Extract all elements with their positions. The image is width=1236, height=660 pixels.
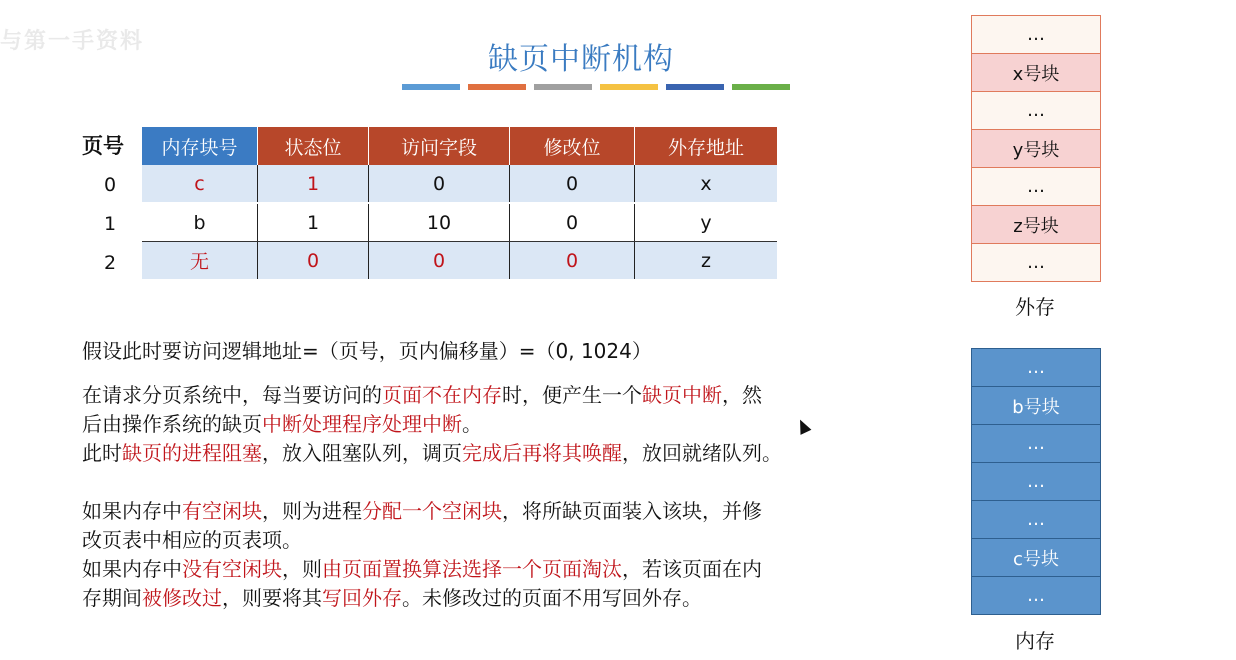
page-number-header: 页号: [82, 134, 124, 158]
header-frame: 内存块号: [142, 127, 258, 165]
ext-cell: …: [972, 16, 1100, 54]
cell-ext: z: [635, 242, 778, 281]
cell-modified: 0: [510, 242, 635, 281]
para1-line1: [82, 381, 782, 410]
cell-modified: 0: [510, 203, 635, 242]
cell-ext: y: [635, 203, 778, 242]
text-span: ，则要将其: [222, 586, 322, 610]
text-span: ，若该页面在内: [622, 557, 762, 581]
table-row: [142, 165, 777, 203]
cell-frame: b: [142, 203, 258, 242]
highlight-span: 中断处理程序处理中断: [262, 412, 462, 436]
text-span: 。未修改过的页面不用写回外存。: [402, 586, 702, 610]
memory-label: 内存: [1015, 629, 1055, 653]
external-storage-label: 外存: [1015, 295, 1055, 319]
highlight-span: 由页面置换算法选择一个页面淘汰: [322, 557, 622, 581]
highlight-span: 分配一个空闲块: [362, 499, 502, 523]
highlight-span: 缺页中断: [642, 383, 722, 407]
header-modified: 修改位: [510, 127, 635, 165]
watermark-text: 与第一手资料: [0, 29, 145, 54]
cell-modified: 0: [510, 165, 635, 203]
highlight-span: 被修改过: [142, 586, 222, 610]
ext-cell-z: z号块: [972, 206, 1100, 244]
para2-line4: [82, 584, 762, 613]
page-number-1: 1: [103, 213, 117, 235]
para2-line3: [82, 555, 762, 584]
header-access: 访问字段: [369, 127, 510, 165]
para2-line1: [82, 497, 762, 526]
header-ext-addr: 外存地址: [635, 127, 778, 165]
para1-line3: [82, 439, 782, 468]
mem-cell: …: [972, 463, 1100, 501]
cell-ext: x: [635, 165, 778, 203]
memory-column: [971, 348, 1101, 615]
ext-cell: …: [972, 92, 1100, 130]
text-span: ，将所缺页面装入该块，并修: [502, 499, 762, 523]
color-bar-yellow: [600, 84, 658, 90]
highlight-span: 写回外存: [322, 586, 402, 610]
paragraph-page-fault: [82, 381, 782, 468]
text-span: 此时: [82, 441, 122, 465]
cell-frame: 无: [142, 242, 258, 281]
text-span: ，则为进程: [262, 499, 362, 523]
highlight-span: 没有空闲块: [182, 557, 282, 581]
mem-cell: …: [972, 425, 1100, 463]
mem-cell: …: [1027, 585, 1045, 606]
para1-line2: [82, 410, 782, 439]
text-span: 在请求分页系统中，每当要访问的: [82, 383, 382, 407]
slide-title: 缺页中断机构: [488, 42, 674, 77]
table-row: [142, 242, 777, 281]
page-table: [142, 127, 777, 281]
header-valid: 状态位: [258, 127, 369, 165]
mem-cell: …: [972, 349, 1100, 387]
text-span: ，然: [722, 383, 762, 407]
color-bar-orange: [468, 84, 526, 90]
text-span: 。: [462, 412, 482, 436]
text-span: ，放入阻塞队列，调页: [262, 441, 462, 465]
page-number-2: 2: [103, 252, 117, 274]
text-span: 后由操作系统的缺页: [82, 412, 262, 436]
page-table-header: [142, 127, 777, 165]
cell-access: 10: [369, 203, 510, 242]
cell-valid: 0: [258, 242, 369, 281]
cell-valid: 1: [258, 203, 369, 242]
highlight-span: 缺页的进程阻塞: [122, 441, 262, 465]
ext-cell: …: [972, 168, 1100, 206]
assumption-text: 假设此时要访问逻辑地址=（页号，页内偏移量）=（0, 1024）: [82, 339, 652, 363]
ext-cell-y: y号块: [972, 130, 1100, 168]
color-bar-blue: [402, 84, 460, 90]
mem-cell-c: c号块: [972, 539, 1100, 577]
table-row: [142, 203, 777, 242]
color-bar-gray: [534, 84, 592, 90]
text-span: 时，便产生一个: [502, 383, 642, 407]
mouse-cursor-icon: [795, 417, 812, 435]
paragraph-free-frame: [82, 497, 762, 613]
ext-cell-x: x号块: [972, 54, 1100, 92]
text-span: 改页表中相应的页表项。: [82, 528, 302, 552]
cell-access: 0: [369, 242, 510, 281]
highlight-span: 页面不在内存: [382, 383, 502, 407]
title-color-bars: [402, 84, 790, 90]
external-storage-column: [971, 15, 1101, 282]
para2-line2: [82, 526, 762, 555]
color-bar-darkblue: [666, 84, 724, 90]
highlight-span: 完成后再将其唤醒: [462, 441, 622, 465]
color-bar-green: [732, 84, 790, 90]
text-span: ，放回就绪队列。: [622, 441, 782, 465]
mem-cell-b: b号块: [972, 387, 1100, 425]
cell-frame: c: [142, 165, 258, 203]
cell-valid: 1: [258, 165, 369, 203]
ext-cell: …: [972, 244, 1100, 281]
text-span: 存期间: [82, 586, 142, 610]
mem-cell: …: [972, 501, 1100, 539]
cell-access: 0: [369, 165, 510, 203]
text-span: 如果内存中: [82, 499, 182, 523]
text-span: 如果内存中: [82, 557, 182, 581]
text-span: ，则: [282, 557, 322, 581]
highlight-span: 有空闲块: [182, 499, 262, 523]
page-number-0: 0: [103, 174, 117, 196]
